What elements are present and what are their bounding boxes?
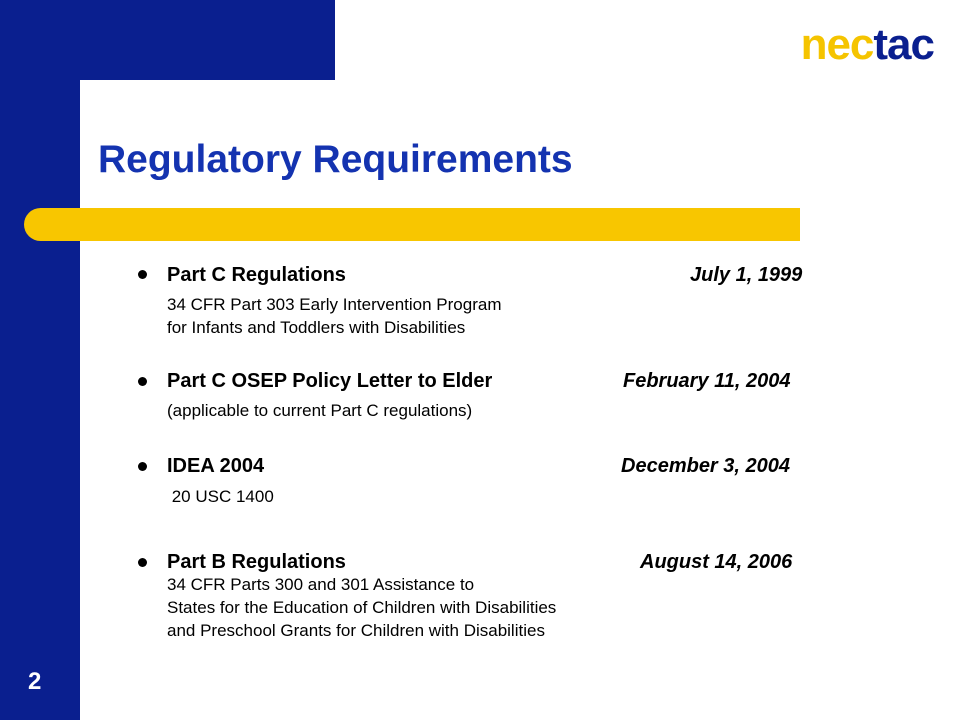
item-detail-line: 20 USC 1400 <box>167 487 274 506</box>
nectac-logo <box>801 20 934 70</box>
item-heading: Part B Regulations <box>167 551 346 573</box>
item-detail-line: for Infants and Toddlers with Disabilities <box>167 318 466 337</box>
item-date: August 14, 2006 <box>640 551 793 573</box>
bullet-icon <box>138 377 147 386</box>
logo-part-tac: tac <box>873 20 934 69</box>
bullet-icon <box>138 270 147 279</box>
item-date: July 1, 1999 <box>690 264 803 286</box>
title-underline-bar <box>24 208 800 241</box>
item-detail-line: 34 CFR Part 303 Early Intervention Program <box>167 295 502 314</box>
item-detail-line: (applicable to current Part C regulations) <box>167 401 473 420</box>
item-date: February 11, 2004 <box>623 370 791 392</box>
page-number: 2 <box>28 668 42 695</box>
item-date: December 3, 2004 <box>621 455 791 477</box>
bullet-icon <box>138 558 147 567</box>
item-heading: Part C Regulations <box>167 264 346 286</box>
item-heading: Part C OSEP Policy Letter to Elder <box>167 370 493 392</box>
item-detail-line: and Preschool Grants for Children with Disabilities <box>167 621 545 640</box>
left-sidebar-band <box>0 0 80 720</box>
item-heading: IDEA 2004 <box>167 455 265 477</box>
slide-title: Regulatory Requirements <box>98 138 573 181</box>
item-detail-line: 34 CFR Parts 300 and 301 Assistance to <box>167 575 475 594</box>
item-detail-line: States for the Education of Children with Disabilities <box>167 598 557 617</box>
corner-curve <box>80 80 140 140</box>
top-band <box>80 0 335 80</box>
bullet-icon <box>138 462 147 471</box>
logo-part-nec: nec <box>800 20 874 69</box>
